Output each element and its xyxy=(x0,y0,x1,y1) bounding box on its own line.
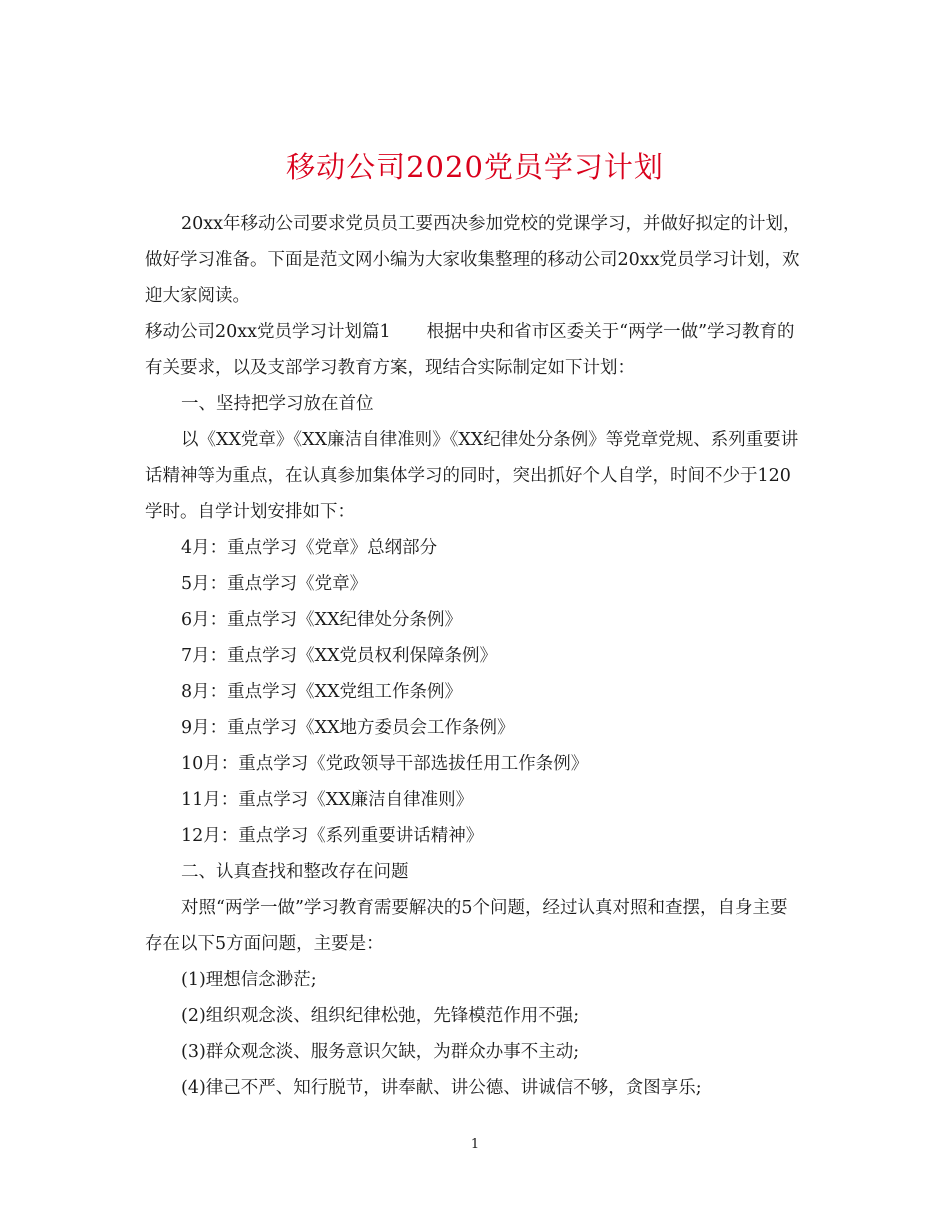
problem-item: (4)律己不严、知行脱节，讲奉献、讲公德、讲诚信不够，贪图享乐; xyxy=(181,1078,702,1098)
schedule-item: 9月：重点学习《XX地方委员会工作条例》 xyxy=(181,718,515,738)
problem-item: (2)组织观念淡、组织纪律松弛，先锋模范作用不强; xyxy=(181,1006,580,1026)
heading-2: 二、认真查找和整改存在问题 xyxy=(181,862,409,882)
schedule-item: 7月：重点学习《XX党员权利保障条例》 xyxy=(181,646,498,666)
intro-paragraph: 20xx年移动公司要求党员员工要西决参加党校的党课学习，并做好拟定的计划，做好学习准备。下面是范文网小编为大家收集整理的移动公司20xx党员学习计划，欢迎大家阅读。 xyxy=(145,214,801,306)
heading-1: 一、坚持把学习放在首位 xyxy=(181,394,374,414)
schedule-item: 11月：重点学习《XX廉洁自律准则》 xyxy=(181,790,474,810)
paragraph-2: 对照“两学一做”学习教育需要解决的5个问题，经过认真对照和查摆，自身主要存在以下5方面问题，主要是： xyxy=(145,898,788,954)
problem-item: (1)理想信念渺茫; xyxy=(181,970,317,990)
schedule-item: 6月：重点学习《XX纪律处分条例》 xyxy=(181,610,463,630)
schedule-item: 12月：重点学习《系列重要讲话精神》 xyxy=(181,826,484,846)
section-lead-label: 移动公司20xx党员学习计划篇1 xyxy=(145,322,391,342)
page-number: 1 xyxy=(470,1137,480,1152)
schedule-item: 8月：重点学习《XX党组工作条例》 xyxy=(181,682,463,702)
section-lead-text: 根据中央和省市区委关于“两学一做”学习教育的有关要求，以及支部学习教育方案，现结合实际制定如下计划： xyxy=(145,322,795,378)
paragraph-1: 以《XX党章》《XX廉洁自律准则》《XX纪律处分条例》等党章党规、系列重要讲话精神等为重点，在认真参加集体学习的同时，突出抓好个人自学，时间不少于120学时。自学计划安排如下： xyxy=(145,430,799,522)
schedule-item: 5月：重点学习《党章》 xyxy=(181,574,368,594)
document-title: 移动公司2020党员学习计划 xyxy=(286,150,664,185)
problem-item: (3)群众观念淡、服务意识欠缺，为群众办事不主动; xyxy=(181,1042,580,1062)
schedule-item: 10月：重点学习《党政领导干部选拔任用工作条例》 xyxy=(181,754,589,774)
document-body xyxy=(145,206,805,1106)
schedule-item: 4月：重点学习《党章》总纲部分 xyxy=(181,538,438,558)
section-lead-paragraph xyxy=(145,314,805,386)
